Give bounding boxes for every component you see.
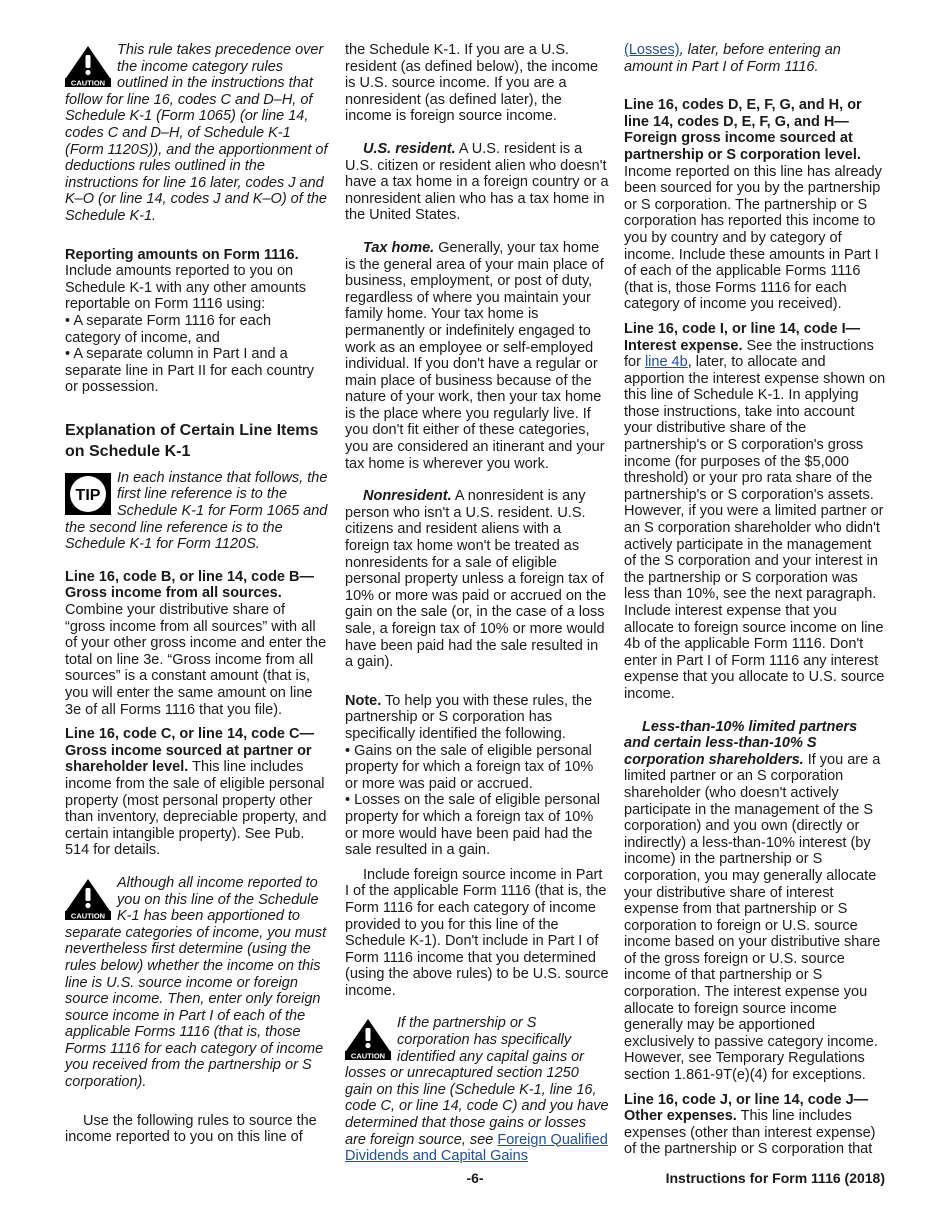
- less-than-10-heading: Less-than-10% limited partners and certain less-than-10% S corporation shareholders.: [624, 718, 858, 768]
- note-paragraph: [345, 693, 609, 743]
- caution-icon: [65, 878, 111, 925]
- tip-note: [65, 470, 329, 553]
- nonresident-heading: Nonresident.: [363, 488, 452, 505]
- caution-note-precedence: [65, 42, 329, 225]
- caution-text: If the partnership or S corporation has specifically identified any capital gains or losses or unrecaptured section 1250 gain on this line (Schedule K-1, line 16, code C, or line 14, code C) and you have determined that those gains or losses are foreign source, see: [345, 1015, 609, 1148]
- tax-home-paragraph: [345, 240, 609, 472]
- caution-icon: [65, 45, 111, 92]
- line16-codeC-heading: Line 16, code C, or line 14, code C—Gross income sourced at partner or shareholder level.: [65, 726, 314, 776]
- reporting-body: Include amounts reported to you on Schedule K-1 with any other amounts reportable on Form 1116 using:: [65, 263, 306, 313]
- svg-text:TIP: TIP: [75, 486, 101, 504]
- line16-codeJ-body: This line includes expenses (other than interest expense) of the partnership or S corporation that: [624, 1108, 876, 1158]
- continued-paragraph: the Schedule K-1. If you are a U.S. resident (as defined below), the income is U.S. source income. If you are a nonresident (as defined later), the income is foreign source income.: [345, 42, 599, 125]
- continued-paragraph: (Losses), later, before entering an amount in Part I of Form 1116.: [624, 42, 841, 75]
- page-number: -6-: [466, 1170, 484, 1186]
- bullet-item: • A separate Form 1116 for each category of income, and: [65, 312, 272, 346]
- column-middle: [345, 42, 609, 1165]
- line16-codesD-H-body: Income reported on this line has already been sourced for you by the partnership or S corporation. The partnership or S corporation has reported this income to you by country and by category of income. Include these amounts in Part I of each of the applicable Forms 1116 (that is, those Forms 1116 for each category of income you received).: [624, 163, 882, 313]
- less-than-10-paragraph: [624, 719, 886, 1084]
- reporting-paragraph: [65, 247, 329, 313]
- caution-icon: [345, 1018, 391, 1065]
- nonresident-paragraph: [345, 488, 609, 671]
- column-left: [65, 42, 329, 1146]
- line16-codeJ-heading: Line 16, code J, or line 14, code J—Other expenses.: [624, 1091, 869, 1125]
- svg-text:CAUTION: CAUTION: [70, 911, 106, 920]
- svg-text:CAUTION: CAUTION: [350, 1051, 386, 1061]
- line16-codeC-body: This line includes income from the sale of eligible personal property (most personal property other than inventory, depreciable property, and certain intangible property). See Pub. 514 for details.: [65, 759, 327, 859]
- caution-text: Although all income reported to you on this line of the Schedule K-1 has been apportioned to separate categories of income, you must nevertheless first determine (using the rules below) whether the income on this line is U.S. source income or foreign source income. Then, enter only foreign source income in Part I of each of the applicable Forms 1116 (that is, those Forms 1116 for each category of income you received from the partnership or S corporation).: [65, 874, 327, 1091]
- bullet-item: • Losses on the sale of eligible personal property for which a foreign tax of 10% or more would have been paid had the sale resulted in a gain.: [345, 792, 600, 859]
- document-title: Instructions for Form 1116 (2018): [665, 1170, 885, 1186]
- tip-text: In each instance that follows, the first line reference is to the Schedule K-1 for Form 1065 and the second line reference is to the Schedule K-1 for Form 1120S.: [65, 469, 328, 553]
- note-heading: Note.: [345, 692, 382, 709]
- bullet-item: • A separate column in Part I and a separate line in Part II for each country or possession.: [65, 346, 315, 396]
- caution-note-apportioned: [65, 875, 329, 1091]
- line16-codeC-paragraph: [65, 726, 329, 859]
- tip-icon: [65, 473, 111, 520]
- losses-link[interactable]: (Losses): [624, 42, 680, 58]
- column-right: [624, 42, 886, 1158]
- line16-codeB-heading: Line 16, code B, or line 14, code B—Gross income from all sources.: [65, 568, 314, 602]
- note-body: To help you with these rules, the partnership or S corporation has specifically identified the following.: [345, 692, 593, 742]
- section-heading: Explanation of Certain Line Items on Schedule K-1: [65, 421, 319, 460]
- us-resident-body: A U.S. resident is a U.S. citizen or resident alien who doesn't have a tax home in a foreign country or a nonresident alien who has a tax home in the United States.: [345, 140, 609, 224]
- line-4b-link[interactable]: line 4b: [644, 354, 688, 371]
- reporting-heading: Reporting amounts on Form 1116.: [65, 246, 299, 263]
- caution-note-capital-gains: [345, 1015, 609, 1164]
- us-resident-paragraph: [345, 141, 609, 224]
- us-resident-heading: U.S. resident.: [363, 140, 456, 157]
- svg-text:CAUTION: CAUTION: [70, 78, 106, 87]
- foreign-qualified-dividends-link[interactable]: Foreign Qualified Dividends and Capital Gains: [345, 1131, 608, 1165]
- line16-codeI-paragraph: Line 16, code I, or line 14, code I—Interest expense. See the instructions for line 4b, later, to allocate and apportion the interest expense shown on this line of Schedule K-1. In applying those instructions, take into account your distributive share of the partnership's or S corporation's gross income (for purposes of the $5,000 threshold) or your pro rata share of the partnership's or S corporation's assets. However, if you were a limited partner or an S corporation shareholder who didn't actively participate in the management of the S corporation and your interest in the partnership or S corporation was less than 10%, see the next paragraph. Include interest expense that you allocate to foreign source income on line 4b of the applicable Form 1116. Don't enter in Part I of Form 1116 any interest expense that you allocate to U.S. source income.: [624, 320, 886, 702]
- tax-home-heading: Tax home.: [363, 239, 435, 256]
- bullet-item: • Gains on the sale of eligible personal property for which a foreign tax of 10% or more was paid or accrued.: [345, 742, 594, 792]
- line16-codeJ-paragraph: [624, 1092, 886, 1158]
- include-paragraph: Include foreign source income in Part I of the applicable Form 1116 (that is, the Form 1116 for each category of income provided to you for this line of the Schedule K-1). Don't include in Part I of Form 1116 income that you determined (using the above rules) to be U.S. source income.: [345, 866, 609, 999]
- nonresident-body: A nonresident is any person who isn't a U.S. resident. U.S. citizens and resident aliens with a foreign tax home won't be treated as nonresidents for a sale of eligible personal property unless a foreign tax of 10% or more was paid or accrued on the gain on the sale (or, in the case of a loss sale, a foreign tax of 10% or more would have been paid had the sale resulted in a gain).: [345, 488, 607, 671]
- line16-codeB-body: Combine your distributive share of “gross income from all sources” with all of your other gross income and enter the total on line 3e. “Gross income from all sources” is a constant amount (that is, you will enter the same amount on line 3e of all Forms 1116 that you file).: [65, 602, 327, 718]
- line16-codesD-H-paragraph: [624, 97, 886, 313]
- caution-text: This rule takes precedence over the income category rules outlined in the instructions that follow for line 16, codes C and D–H, of Schedule K-1 (Form 1065) (or line 14, codes C and D–H, of Schedule K-1 (Form 1120S)), and the apportionment of deductions rules outlined in the instructions for line 16 later, codes J and K–O (or line 14, codes J and K–O) of the Schedule K-1.: [65, 42, 328, 224]
- line16-codesD-H-heading: Line 16, codes D, E, F, G, and H, or line 14, codes D, E, F, G, and H—Foreign gross income sourced at partnership or S corporation level.: [624, 97, 862, 163]
- less-than-10-body: If you are a limited partner or an S corporation shareholder (who doesn't actively participate in the management of the S corporation) and you own (directly or indirectly) a less-than-10% interest (by income) in the partnership or S corporation, you may generally allocate your distributive share of interest expense from that partnership or S corporation to foreign or U.S. source income based on your distributive share of the gross foreign or U.S. source income of that partnership or S corporation. The interest expense you allocate to foreign source income generally may be apportioned exclusively to passive category income. However, see Temporary Regulations section 1.861-9T(e)(4) for exceptions.: [624, 751, 881, 1084]
- line16-codeI-heading: Line 16, code I, or line 14, code I—Interest expense.: [624, 320, 861, 354]
- use-rules-paragraph: Use the following rules to source the income reported to you on this line of: [65, 1112, 317, 1146]
- line16-codeB-paragraph: [65, 569, 329, 718]
- tax-home-body: Generally, your tax home is the general area of your main place of business, employment, or post of duty, regardless of where you maintain your family home. Your tax home is permanently or indefinitely engaged to work as an employee or self-employed individual. If you don't have a regular or main place of business because of the nature of your work, then your tax home is the place where you regularly live. If you don't fit either of these categories, you are considered an itinerant and your tax home is wherever you work.: [345, 239, 605, 472]
